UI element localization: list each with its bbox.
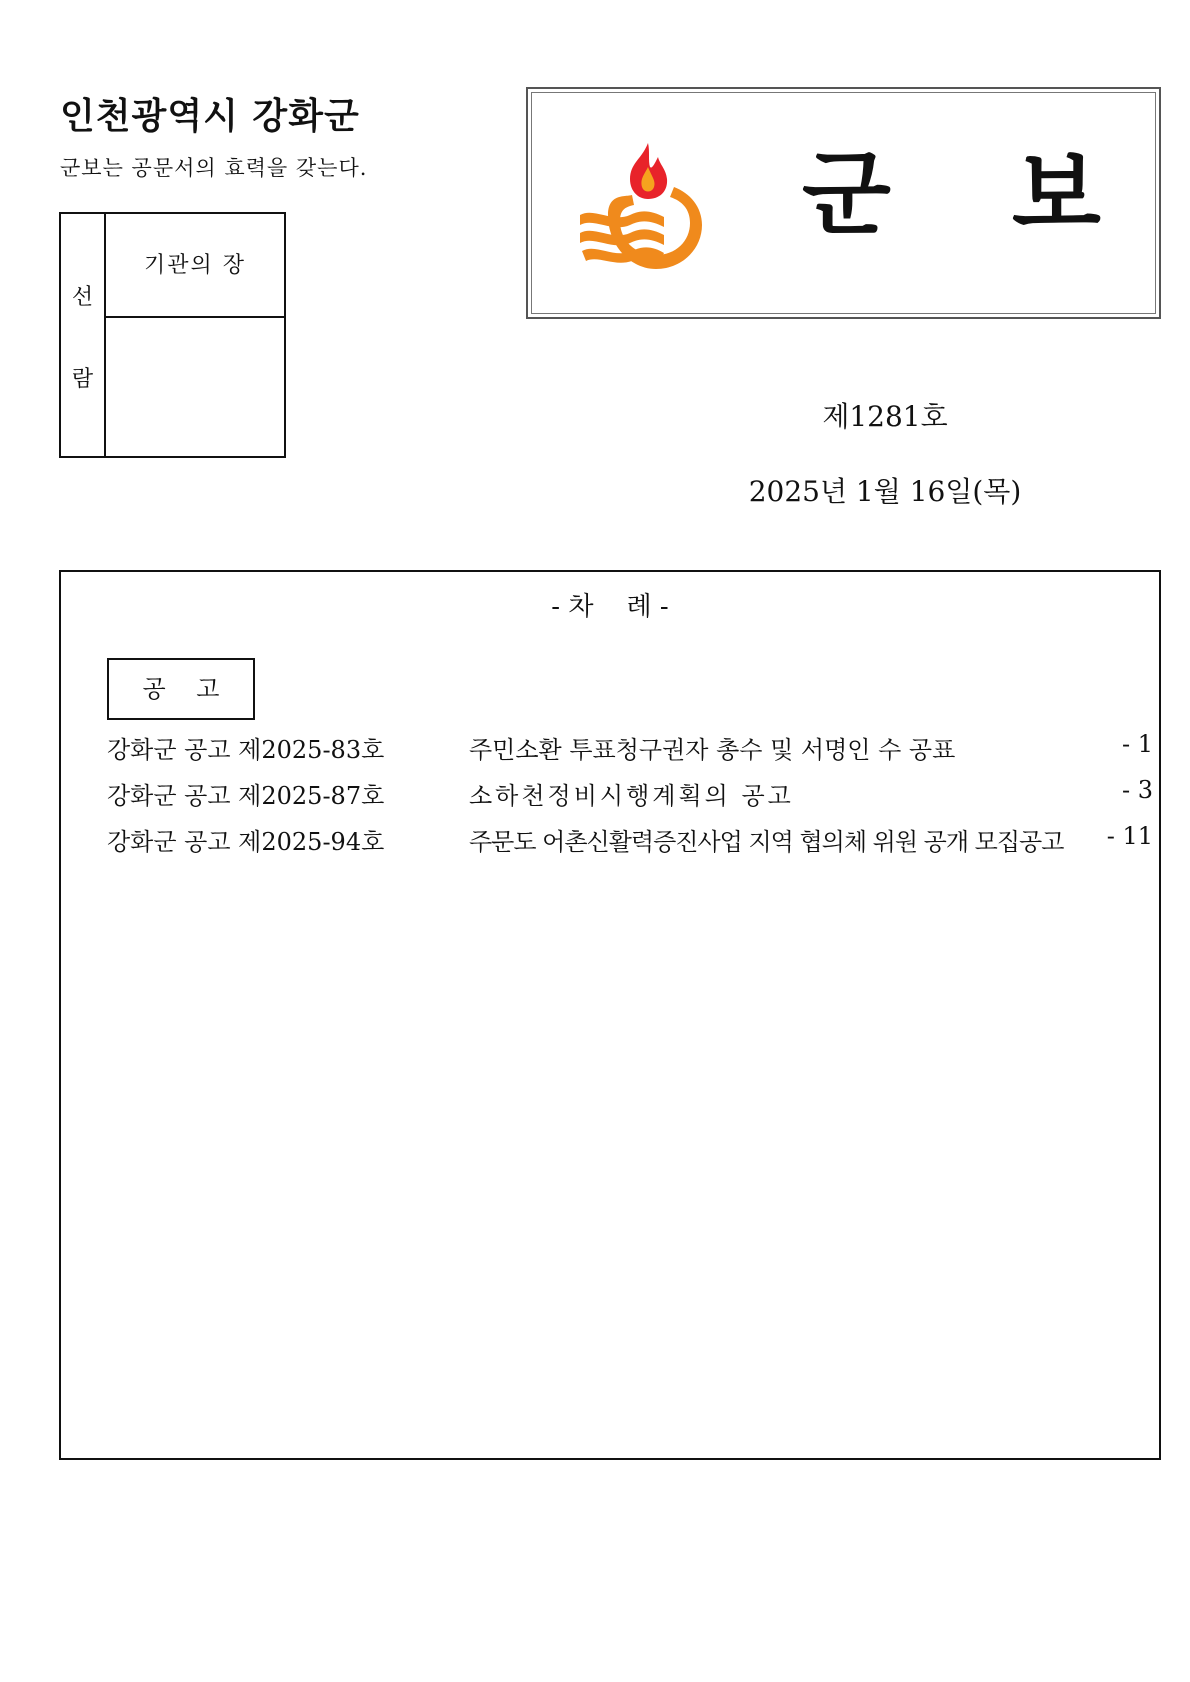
org-subtitle: 군보는 공문서의 효력을 갖는다. xyxy=(60,156,368,180)
issue-number: 제1281호 xyxy=(822,400,948,433)
toc-item-subject: 주민소환 투표청구권자 총수 및 서명인 수 공표 xyxy=(469,736,956,764)
toc-item-page: - 3 xyxy=(1121,776,1153,804)
toc-item-page: - 1 xyxy=(1121,730,1153,758)
toc-title: - 차 례 - xyxy=(551,592,669,622)
approval-head-label: 기관의 장 xyxy=(106,214,284,318)
issue-date: 2025년 1월 16일(목) xyxy=(748,475,1022,508)
toc-item[interactable] xyxy=(107,776,1153,816)
toc-item[interactable] xyxy=(107,730,1153,770)
approval-box xyxy=(59,212,286,458)
table-of-contents xyxy=(59,570,1161,1460)
toc-item-number: 강화군 공고 제2025-87호 xyxy=(107,782,385,810)
toc-item-number: 강화군 공고 제2025-83호 xyxy=(107,736,385,764)
toc-section-label: 공 고 xyxy=(107,658,255,720)
toc-item-subject: 소하천정비시행계획의 공고 xyxy=(469,782,794,810)
gazette-title-box xyxy=(526,87,1161,319)
toc-item-subject: 주문도 어촌신활력증진사업 지역 협의체 위원 공개 모집공고 xyxy=(469,828,1064,856)
toc-item-page: - 11 xyxy=(1106,822,1153,850)
org-title: 인천광역시 강화군 xyxy=(60,96,360,137)
gangwha-county-emblem-icon xyxy=(572,137,712,277)
approval-side-label xyxy=(61,214,106,456)
approval-side-char-top: 선 xyxy=(71,285,94,310)
gazette-title-char-1: 군 xyxy=(802,141,891,248)
gazette-title-char-2: 보 xyxy=(1012,141,1101,248)
toc-item-number: 강화군 공고 제2025-94호 xyxy=(107,828,385,856)
approval-side-char-bottom: 람 xyxy=(71,367,94,392)
toc-item[interactable] xyxy=(107,822,1153,862)
gazette-title-inner xyxy=(531,92,1156,314)
